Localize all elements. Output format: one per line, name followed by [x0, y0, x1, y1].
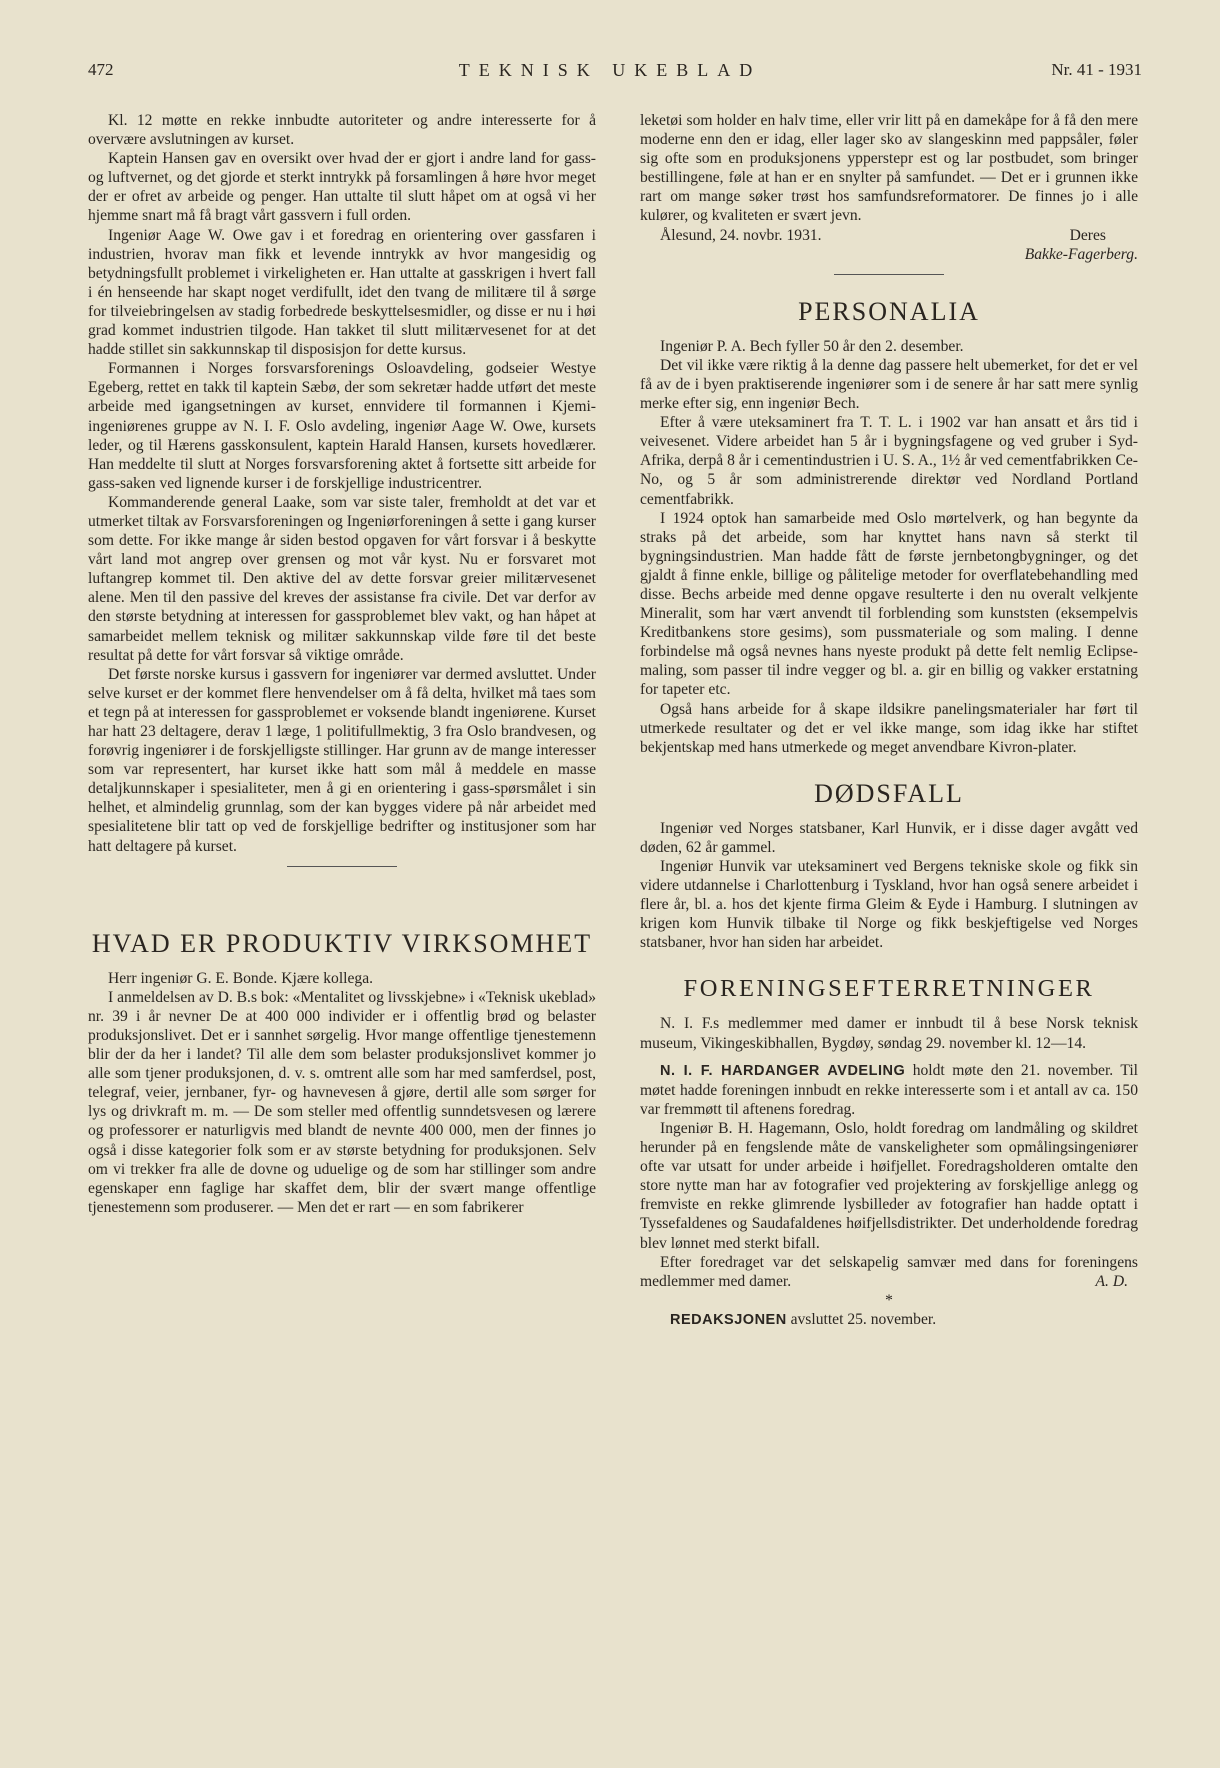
paragraph: Ingeniør ved Norges statsbaner, Karl Hunvik, er i disse dager avgått ved døden, 62 år gammel. — [640, 819, 1138, 856]
dateline: Ålesund, 24. novbr. 1931. — [660, 226, 822, 244]
efter-text: Efter foredraget var det selskapelig samvær med dans for foreningens medlemmer med damer. — [640, 1253, 1138, 1290]
redaksjonen-text: avsluttet 25. november. — [786, 1310, 937, 1328]
paragraph: Ingeniør P. A. Bech fyller 50 år den 2. desember. — [660, 337, 964, 355]
paragraph: N. I. F.s medlemmer med damer er innbudt til å bese Norsk teknisk museum, Vikingeskibhallen, Bygdøy, søndag 29. november kl. 12—14. — [640, 1015, 1138, 1052]
section-title-dodsfall: DØDSFALL — [814, 778, 964, 808]
closing: Deres — [1069, 226, 1106, 244]
left-column — [88, 111, 596, 1217]
asterisk: * — [885, 1291, 893, 1309]
dateline-row — [640, 226, 1138, 245]
signature: Bakke-Fagerberg. — [1024, 245, 1138, 263]
salutation: Herr ingeniør G. E. Bonde. Kjære kollega. — [108, 969, 374, 987]
paragraph-continuation: leketøi som holder en halv time, eller vrir litt på en damekåpe for å få den mere moderne enn den er idag, eller lager sko av slangeskinn med pappsåler, føler sig ofte som en produksjonens ypperstepr est og lar postbudet, som bringer bestillingene, føle at han er en snylter på samfundet. — Det er i grunnen ikke rart om mange søker trøst hos samfundsreformatorer. De finnes jo i alle kulører, og kvaliteten er svært jevn. — [640, 112, 1138, 225]
paragraph: Ingeniør Hunvik var uteksaminert ved Bergens tekniske skole og fikk sin videre utdannelse i Charlottenburg i Tyskland, hvor han også senere arbeidet i flere år, bl. a. hos det kjente firma Gleim & Eyde i Hamburg. I slutningen av krigen kom Hunvik tilbake til Norge og fikk beskjeftigelse ved Norges statsbaner, hvor han siden har arbeidet. — [640, 858, 1138, 952]
paragraph: Også hans arbeide for å skape ildsikre panelingsmaterialer har ført til utmerkede resultater og det er vel ikke mange, som idag ikke har stiftet bekjentskap med hans utmerkede og meget anvendbare Kivron-plater. — [640, 700, 1138, 756]
page-header — [0, 60, 1220, 90]
divider — [834, 274, 944, 275]
redaksjonen-heading: REDAKSJONEN — [670, 1311, 787, 1328]
paragraph: Det vil ikke være riktig å la denne dag passere helt ubemerket, for det er vel få av de i byen praktiserende ingeniører som i de senere år har satt mere synlig merke efter sig, enn ingeniør Bech. — [640, 356, 1138, 413]
right-column — [640, 111, 1138, 1330]
paragraph: Formannen i Norges forsvarsforenings Osloavdeling, godseier Westye Egeberg, rettet en takk til kaptein Sæbø, der som sekretær hadde utført det meste arbeide med igangsetningen av kurset, ennvidere til formannen i Kjemi-ingeniørenes gruppe av N. I. F. Oslo avdeling, ingeniør Aage W. Owe, kursets leder, og til Hærens gasskonsulent, kaptein Harald Hansen, kursets hovedlærer. Han meddelte til slutt at Norges forsvarsforening aktet å fortsette sitt arbeide for gass-saken ved lignende kurser i de forskjellige industricentrer. — [88, 360, 596, 492]
section-title-personalia: PERSONALIA — [798, 296, 980, 326]
spacer — [640, 1053, 1138, 1061]
paragraph: Ingeniør B. H. Hagemann, Oslo, holdt foredrag om landmåling og skildret herunder på en fengslende måte de vanskeligheter som opmålingsingeniører ofte var utsatt for under arbeide i høifjellet. Foredragsholderen omtalte den store nytte man har av fotografier ved projektering av forskjellige anlegg og fremviste en rekke glimrende lysbilleder av fotografier han hadde optatt i Tyssefaldenes og Saudafaldenes høifjellsdistrikter. Det underholdende foredrag blev lønnet med sterkt bifall. — [640, 1119, 1138, 1252]
paragraph: Kaptein Hansen gav en oversikt over hvad der er gjort i andre land for gass- og luftvernet, og det gjorde et sterkt inntrykk på forsamlingen å høre hvor meget der er ofret av arbeide og penger. Han uttalte til slutt håpet om at også vi her hjemme snart må få bragt vårt gassvern i full orden. — [88, 150, 596, 225]
initials: A. D. — [1095, 1272, 1128, 1290]
paragraph — [640, 1061, 1138, 1119]
publication-title: TEKNISK UKEBLAD — [458, 60, 762, 80]
paragraph: Kommanderende general Laake, som var siste taler, fremholdt at det var et utmerket tiltak av Forsvarsforeningen og Ingeniørforeningen å sette i gang kurser som dette. For ikke mange år siden bestod opgaven for vårt forsvar i å beskytte vårt land mot angrep over grensen og mot vår kyst. Nu er forsvaret mot luftangrep kommet til. Den aktive del av dette forsvar greier militærvesenet alene. Men til den passive del kreves der assistanse fra civile. Det var derfor av den største betydning at interessen for gassproblemet blev vakt, og han håpet at samarbeidet mellem teknisk og militær sakkunnskap vilde føre til det beste resultat på dette for vårt forsvar så viktige område. — [88, 493, 596, 664]
issue-number: Nr. 41 - 1931 — [1051, 60, 1142, 79]
paragraph — [640, 1253, 1138, 1291]
paragraph — [640, 1310, 1138, 1330]
hardanger-heading: N. I. F. HARDANGER AVDELING — [660, 1062, 906, 1079]
paragraph: Kl. 12 møtte en rekke innbudte autoriteter og andre interesserte for å overvære avslutningen av kurset. — [88, 112, 596, 149]
paragraph: Det første norske kursus i gassvern for ingeniører var dermed avsluttet. Under selve kurset er der kommet flere henvendelser om å få delta, hvilket må taes som et tegn på at interessen for gassproblemet er voksende blandt ingeniørene. Kurset har hatt 23 deltagere, derav 1 læge, 1 politifullmektig, 3 fra Oslo brandvesen, og forøvrig ingeniører i de forskjelligste stillinger. Har grunn av de mange interesser som var representert, har kurset ikke hatt som mål å meddele en masse detaljkunnskaper i spesialiteter, men å gi en orientering i gass-spørsmålet i sin helhet, et almindelig grunnlag, som der kan bygges videre på når arbeidet med spesialitetene blir tatt op ved de forskjellige bedrifter og institusjoner som har hatt deltagere på kurset. — [88, 665, 596, 855]
article-title: HVAD ER PRODUKTIV VIRKSOMHET — [91, 928, 593, 958]
page-number: 472 — [88, 60, 114, 79]
spacer — [88, 867, 596, 907]
paragraph: Efter å være uteksaminert fra T. T. L. i 1902 var han ansatt et års tid i veivesenet. Videre arbeidet han 5 år i bygningsfagene og ved gruber i Syd-Afrika, derpå 8 år i cementindustrien i U. S. A., 1½ år ved cementfabrikken Ce-No, og 5 år som administrerende direktør ved Nordland Portland cementfabrikk. — [640, 414, 1138, 508]
hardanger-text: holdt møte den 21. november. Til møtet hadde foreningen innbudt en rekke interesserte som i et antall av ca. 150 var fremmøtt til aftenens foredrag. — [640, 1061, 1138, 1118]
paragraph: I 1924 optok han samarbeide med Oslo mørtelverk, og han begynte da straks på det arbeide, som har knyttet hans navn så sterkt til bygningsindustrien. Man hadde fått de første jernbetongbygninger, og det gjaldt å finne enkle, billige og pålitelige metoder for overflatebehandling med disse. Bechs arbeide med denne opgave resulterte i den nu overalt velkjente Mineralit, som har vært anvendt til forblending som kunststen (eksempelvis Kreditbankens store gesims), som pussmateriale og som maling. I denne forbindelse må også nevnes hans nyeste produkt på dette felt nemlig Eclipse-maling, som passer til indre vegger og bl. a. gir en billig og vakker erstatning for tapeter etc. — [640, 509, 1138, 699]
paragraph: I anmeldelsen av D. B.s bok: «Mentalitet og livsskjebne» i «Teknisk ukeblad» nr. 39 i år nevner De at 400 000 individer er i offentlig brød og belaster produksjonslivet. Det er i sannhet sørgelig. Hvor mange offentlige tjenestemenn blir der da her i landet? Til alle dem som belaster produksjonslivet kommer jo alle som tjener produksjonen, d. v. s. omtrent alle som har med samferdsel, post, telegraf, veier, jernbaner, fyr- og havnevesen å gjøre, dertil alle som sørger for lys og drivkraft m. m. — De som steller med offentlig sunndetsvesen og lærere og professorer er naturligvis med blandt de nevnte 400 000, men der finnes jo også i disse kategorier folk som er av største betydning for produksjonen. Selv om vi trekker fra alle de dovne og uduelige og de som har stillinger som andre egenskaper enn faglige har skaffet dem, blir der svært mange offentlige tjenestemenn som produserer. — Men det er rart — en som fabrikerer — [88, 988, 596, 1216]
section-title-foreningsefterretninger: FORENINGSEFTERRETNINGER — [683, 975, 1095, 1003]
paragraph: Ingeniør Aage W. Owe gav i et foredrag en orientering over gassfaren i industrien, hvorav man fikk et levende inntrykk av hvor mangesidig og betydningsfullt problemet i virkeligheten er. Han uttalte at gasskrigen i hvert fall i én henseende har skapt noget verdifullt, idet den tvang de militære til å sørge for tilveiebringelsen av stadig forbedrede beskyttelsesmidler, og disse er nu i høi grad kommet industrien tilgode. Han takket til slutt militærvesenet for at det hadde stillet sin sakkunnskap til disposisjon for dette kursus. — [88, 226, 596, 359]
